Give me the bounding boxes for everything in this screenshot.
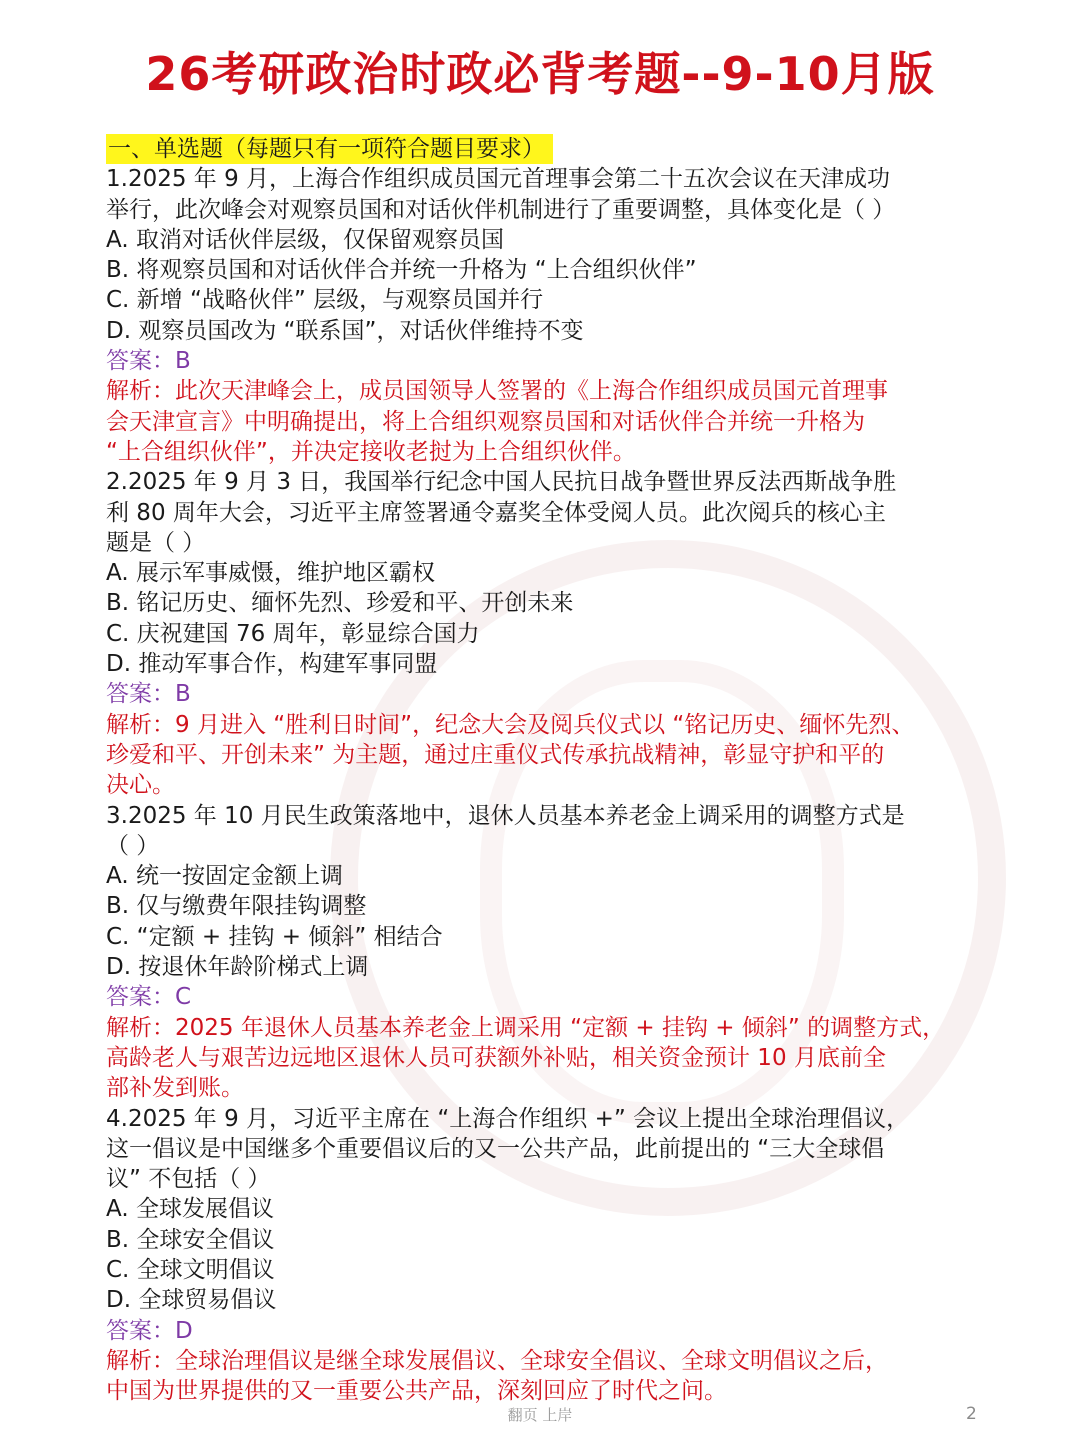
- analysis-line: 高龄老人与艰苦边远地区退休人员可获额外补贴，相关资金预计 10 月底前全: [106, 1044, 886, 1071]
- question-stem: 4.2025 年 9 月，习近平主席在 “上海合作组织 +” 会议上提出全球治理倡议，: [106, 1105, 910, 1132]
- section-header: 一、单选题（每题只有一项符合题目要求）: [106, 134, 553, 164]
- question-stem: 题是（ ）: [106, 529, 206, 556]
- option-c: C. 庆祝建国 76 周年，彰显综合国力: [106, 620, 480, 647]
- option-a: A. 展示军事威慑，维护地区霸权: [106, 560, 435, 587]
- section-header-line: [106, 134, 1056, 164]
- question-stem: 2.2025 年 9 月 3 日，我国举行纪念中国人民抗日战争暨世界反法西斯战争胜: [106, 469, 897, 496]
- analysis-line: 解析：全球治理倡议是继全球发展倡议、全球安全倡议、全球文明倡议之后，: [106, 1347, 888, 1374]
- option-b: B. 将观察员国和对话伙伴合并统一升格为 “上合组织伙伴”: [106, 257, 697, 284]
- analysis-line: 解析：9 月进入 “胜利日时间”，纪念大会及阅兵仪式以 “铭记历史、缅怀先烈、: [106, 711, 915, 738]
- analysis-line: “上合组织伙伴”，并决定接收老挝为上合组织伙伴。: [106, 438, 636, 465]
- option-a: A. 统一按固定金额上调: [106, 863, 343, 890]
- answer-line: 答案：B: [106, 348, 191, 375]
- option-d: D. 观察员国改为 “联系国”，对话伙伴维持不变: [106, 317, 584, 344]
- answer-line: 答案：B: [106, 681, 191, 708]
- page-number: 2: [966, 1404, 977, 1424]
- analysis-line: 解析：此次天津峰会上，成员国领导人签署的《上海合作组织成员国元首理事: [106, 378, 888, 405]
- analysis-line: 决心。: [106, 772, 175, 799]
- option-b: B. 仅与缴费年限挂钩调整: [106, 893, 367, 920]
- option-d: D. 推动军事合作，构建军事同盟: [106, 651, 438, 678]
- option-b: B. 铭记历史、缅怀先烈、珍爱和平、开创未来: [106, 590, 574, 617]
- question-stem: （ ）: [106, 832, 160, 859]
- option-b: B. 全球安全倡议: [106, 1226, 275, 1253]
- question-block: [106, 801, 1056, 1104]
- analysis-line: 珍爱和平、开创未来” 为主题，通过庄重仪式传承抗战精神，彰显守护和平的: [106, 741, 885, 768]
- footer-caption: 翻页 上岸: [507, 1406, 573, 1424]
- analysis-line: 中国为世界提供的又一重要公共产品，深刻回应了时代之问。: [106, 1378, 727, 1405]
- question-stem: 3.2025 年 10 月民生政策落地中，退休人员基本养老金上调采用的调整方式是: [106, 802, 905, 829]
- analysis-line: 解析：2025 年退休人员基本养老金上调采用 “定额 + 挂钩 + 倾斜” 的调整方式，: [106, 1014, 946, 1041]
- page-footer: [0, 1404, 1080, 1434]
- option-a: A. 全球发展倡议: [106, 1196, 274, 1223]
- question-block: [106, 1104, 1056, 1407]
- option-d: D. 按退休年龄阶梯式上调: [106, 954, 369, 981]
- answer-line: 答案：D: [106, 1317, 193, 1344]
- option-a: A. 取消对话伙伴层级，仅保留观察员国: [106, 226, 504, 253]
- question-stem: 利 80 周年大会，习近平主席签署通令嘉奖全体受阅人员。此次阅兵的核心主: [106, 499, 886, 526]
- option-c: C. 新增 “战略伙伴” 层级，与观察员国并行: [106, 287, 544, 314]
- option-c: C. “定额 + 挂钩 + 倾斜” 相结合: [106, 923, 443, 950]
- document-body: [106, 134, 1056, 1406]
- question-stem: 这一倡议是中国继多个重要倡议后的又一公共产品，此前提出的 “三大全球倡: [106, 1135, 885, 1162]
- question-block: [106, 164, 1056, 467]
- option-c: C. 全球文明倡议: [106, 1256, 275, 1283]
- question-stem: 议” 不包括（ ）: [106, 1166, 271, 1193]
- analysis-line: 部补发到账。: [106, 1075, 244, 1102]
- question-block: [106, 467, 1056, 800]
- option-d: D. 全球贸易倡议: [106, 1287, 277, 1314]
- answer-line: 答案：C: [106, 984, 192, 1011]
- page-title: 26考研政治时政必背考题--9-10月版: [145, 47, 935, 101]
- question-stem: 1.2025 年 9 月，上海合作组织成员国元首理事会第二十五次会议在天津成功: [106, 166, 891, 193]
- question-stem: 举行，此次峰会对观察员国和对话伙伴机制进行了重要调整，具体变化是（ ）: [106, 196, 896, 223]
- analysis-line: 会天津宣言》中明确提出，将上合组织观察员国和对话伙伴合并统一升格为: [106, 408, 865, 435]
